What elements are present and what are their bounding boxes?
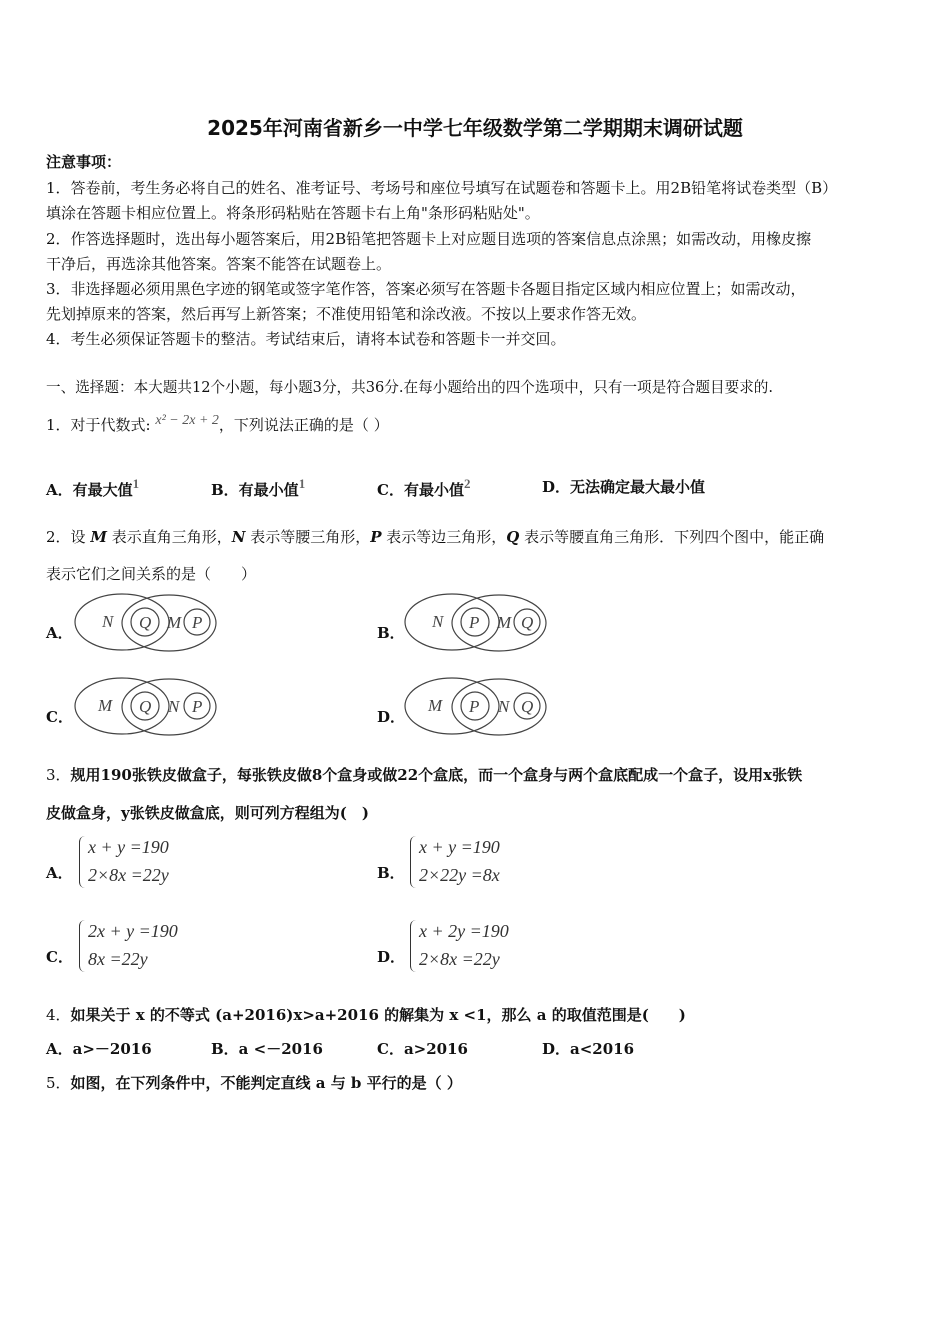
question-1 xyxy=(46,413,389,435)
option-label: A．有最大值 xyxy=(46,481,133,499)
q2-option-b-label[interactable]: B． xyxy=(377,624,405,642)
question-number: 5． xyxy=(46,1074,71,1092)
superscript-value: 2 xyxy=(463,476,471,491)
q2-option-d-label[interactable]: D． xyxy=(377,708,406,726)
question-text: 表示等边三角形， xyxy=(381,528,507,546)
question-text: 表示等腰三角形， xyxy=(245,528,371,546)
var-m: M xyxy=(90,528,107,546)
q4-option-b[interactable]: B．a <－2016 xyxy=(211,1040,323,1058)
q3-option-b-label[interactable]: B． xyxy=(377,864,405,882)
question-number: 2． xyxy=(46,528,71,546)
question-number: 1． xyxy=(46,416,71,434)
equation: x + 2y =190 xyxy=(419,921,509,941)
option-label: D．无法确定最大最小值 xyxy=(542,478,706,496)
set-label: P xyxy=(469,613,480,632)
set-label: Q xyxy=(521,697,534,716)
page-title: 2025年河南省新乡一中学七年级数学第二学期期末调研试题 xyxy=(207,116,743,140)
superscript-value: 1 xyxy=(132,476,140,491)
set-label: P xyxy=(192,613,203,632)
q2-option-c-diagram[interactable] xyxy=(72,674,222,738)
set-label: N xyxy=(168,697,180,716)
equation: 2×22y =8x xyxy=(419,865,500,885)
question-4 xyxy=(46,1004,686,1025)
notice-line: 2．作答选择题时，选出每小题答案后，用2B铅笔把答题卡上对应题目选项的答案信息点涂黑；如需改动，用橡皮擦 xyxy=(46,230,812,248)
set-label: N xyxy=(102,612,114,631)
q2-option-a-diagram[interactable] xyxy=(72,590,222,654)
equation: 2×8x =22y xyxy=(88,865,169,885)
brace-icon xyxy=(410,920,417,972)
q1-option-a[interactable] xyxy=(46,476,139,500)
q3-option-c-label[interactable]: C． xyxy=(46,948,73,966)
section-heading: 一、选择题：本大题共12个小题，每小题3分，共36分.在每小题给出的四个选项中，只有一项是符合题目要求的. xyxy=(46,379,774,396)
question-5 xyxy=(46,1072,462,1093)
question-number: 3． xyxy=(46,766,71,784)
q2-option-c-label[interactable]: C． xyxy=(46,708,73,726)
question-text: 如图，在下列条件中，不能判定直线 a 与 b 平行的是（ ） xyxy=(70,1074,462,1092)
equation: x + y =190 xyxy=(88,837,169,857)
set-label: P xyxy=(192,697,203,716)
question-text: 如果关于 x 的不等式 (a+2016)x>a+2016 的解集为 x <1，那么 a 的取值范围是( ) xyxy=(70,1006,686,1024)
question-2-line2: 表示它们之间关系的是（ ） xyxy=(46,565,257,583)
q2-option-d-diagram[interactable] xyxy=(402,674,552,738)
q4-option-a[interactable]: A．a>－2016 xyxy=(46,1040,152,1058)
question-text: 表示直角三角形， xyxy=(106,528,232,546)
q1-option-d[interactable] xyxy=(542,476,705,497)
notice-line: 3．非选择题必须用黑色字迹的钢笔或签字笔作答，答案必须写在答题卡各题目指定区域内相应位置上；如需改动， xyxy=(46,280,806,298)
equation: 2×8x =22y xyxy=(419,949,500,969)
math-expression: x² − 2x + 2 xyxy=(155,413,219,428)
superscript-value: 1 xyxy=(298,476,306,491)
brace-icon xyxy=(79,920,86,972)
set-label: Q xyxy=(521,613,534,632)
set-label: M xyxy=(98,696,113,715)
set-label: N xyxy=(432,612,444,631)
q3-option-a-label[interactable]: A． xyxy=(46,864,73,882)
question-text: 设 xyxy=(70,528,91,546)
var-q: Q xyxy=(506,528,520,546)
q4-option-c[interactable]: C．a>2016 xyxy=(377,1040,468,1058)
question-3-line2: 皮做盒身，y张铁皮做盒底，则可列方程组为( ) xyxy=(46,804,369,822)
notice-line: 4．考生必须保证答题卡的整洁。考试结束后，请将本试卷和答题卡一并交回。 xyxy=(46,330,566,348)
question-3 xyxy=(46,764,802,785)
q1-option-b[interactable] xyxy=(211,476,305,500)
q3-option-d-label[interactable]: D． xyxy=(377,948,406,966)
equation: 8x =22y xyxy=(88,949,148,969)
q3-option-a-system[interactable] xyxy=(88,833,169,889)
notice-line: 1．答卷前，考生务必将自己的姓名、准考证号、考场号和座位号填写在试题卷和答题卡上。用2B铅笔将试卷类型（B） xyxy=(46,179,838,197)
notice-line: 干净后，再选涂其他答案。答案不能答在试题卷上。 xyxy=(46,255,392,273)
q3-option-c-system[interactable] xyxy=(88,917,178,973)
q2-option-a-label[interactable]: A． xyxy=(46,624,73,642)
option-label: C．有最小值 xyxy=(377,481,464,499)
set-label: N xyxy=(498,697,510,716)
set-label: M xyxy=(167,613,182,632)
set-label: Q xyxy=(139,697,152,716)
notice-line: 先划掉原来的答案，然后再写上新答案；不准使用铅笔和涂改液。不按以上要求作答无效。 xyxy=(46,305,647,323)
option-label: B．有最小值 xyxy=(211,481,299,499)
equation: x + y =190 xyxy=(419,837,500,857)
q1-option-c[interactable] xyxy=(377,476,470,500)
q3-option-b-system[interactable] xyxy=(419,833,500,889)
q4-option-d[interactable]: D．a<2016 xyxy=(542,1040,635,1058)
set-label: M xyxy=(497,613,512,632)
set-label: Q xyxy=(139,613,152,632)
set-label: P xyxy=(469,697,480,716)
question-text: ，下列说法正确的是（ ） xyxy=(218,416,389,434)
question-number: 4． xyxy=(46,1006,71,1024)
question-text: 表示等腰直角三角形．下列四个图中，能正确 xyxy=(519,528,825,546)
brace-icon xyxy=(79,836,86,888)
question-text: 对于代数式: xyxy=(70,416,151,434)
equation: 2x + y =190 xyxy=(88,921,178,941)
var-p: P xyxy=(370,528,382,546)
q3-option-d-system[interactable] xyxy=(419,917,509,973)
set-label: M xyxy=(428,696,443,715)
q2-option-b-diagram[interactable] xyxy=(402,590,552,654)
question-2 xyxy=(46,526,824,547)
notice-line: 填涂在答题卡相应位置上。将条形码粘贴在答题卡右上角"条形码粘贴处"。 xyxy=(46,204,540,222)
brace-icon xyxy=(410,836,417,888)
question-text: 规用190张铁皮做盒子，每张铁皮做8个盒身或做22个盒底，而一个盒身与两个盒底配成一个盒子，设用x张铁 xyxy=(70,766,803,784)
notice-heading: 注意事项： xyxy=(46,153,122,171)
var-n: N xyxy=(231,528,246,546)
